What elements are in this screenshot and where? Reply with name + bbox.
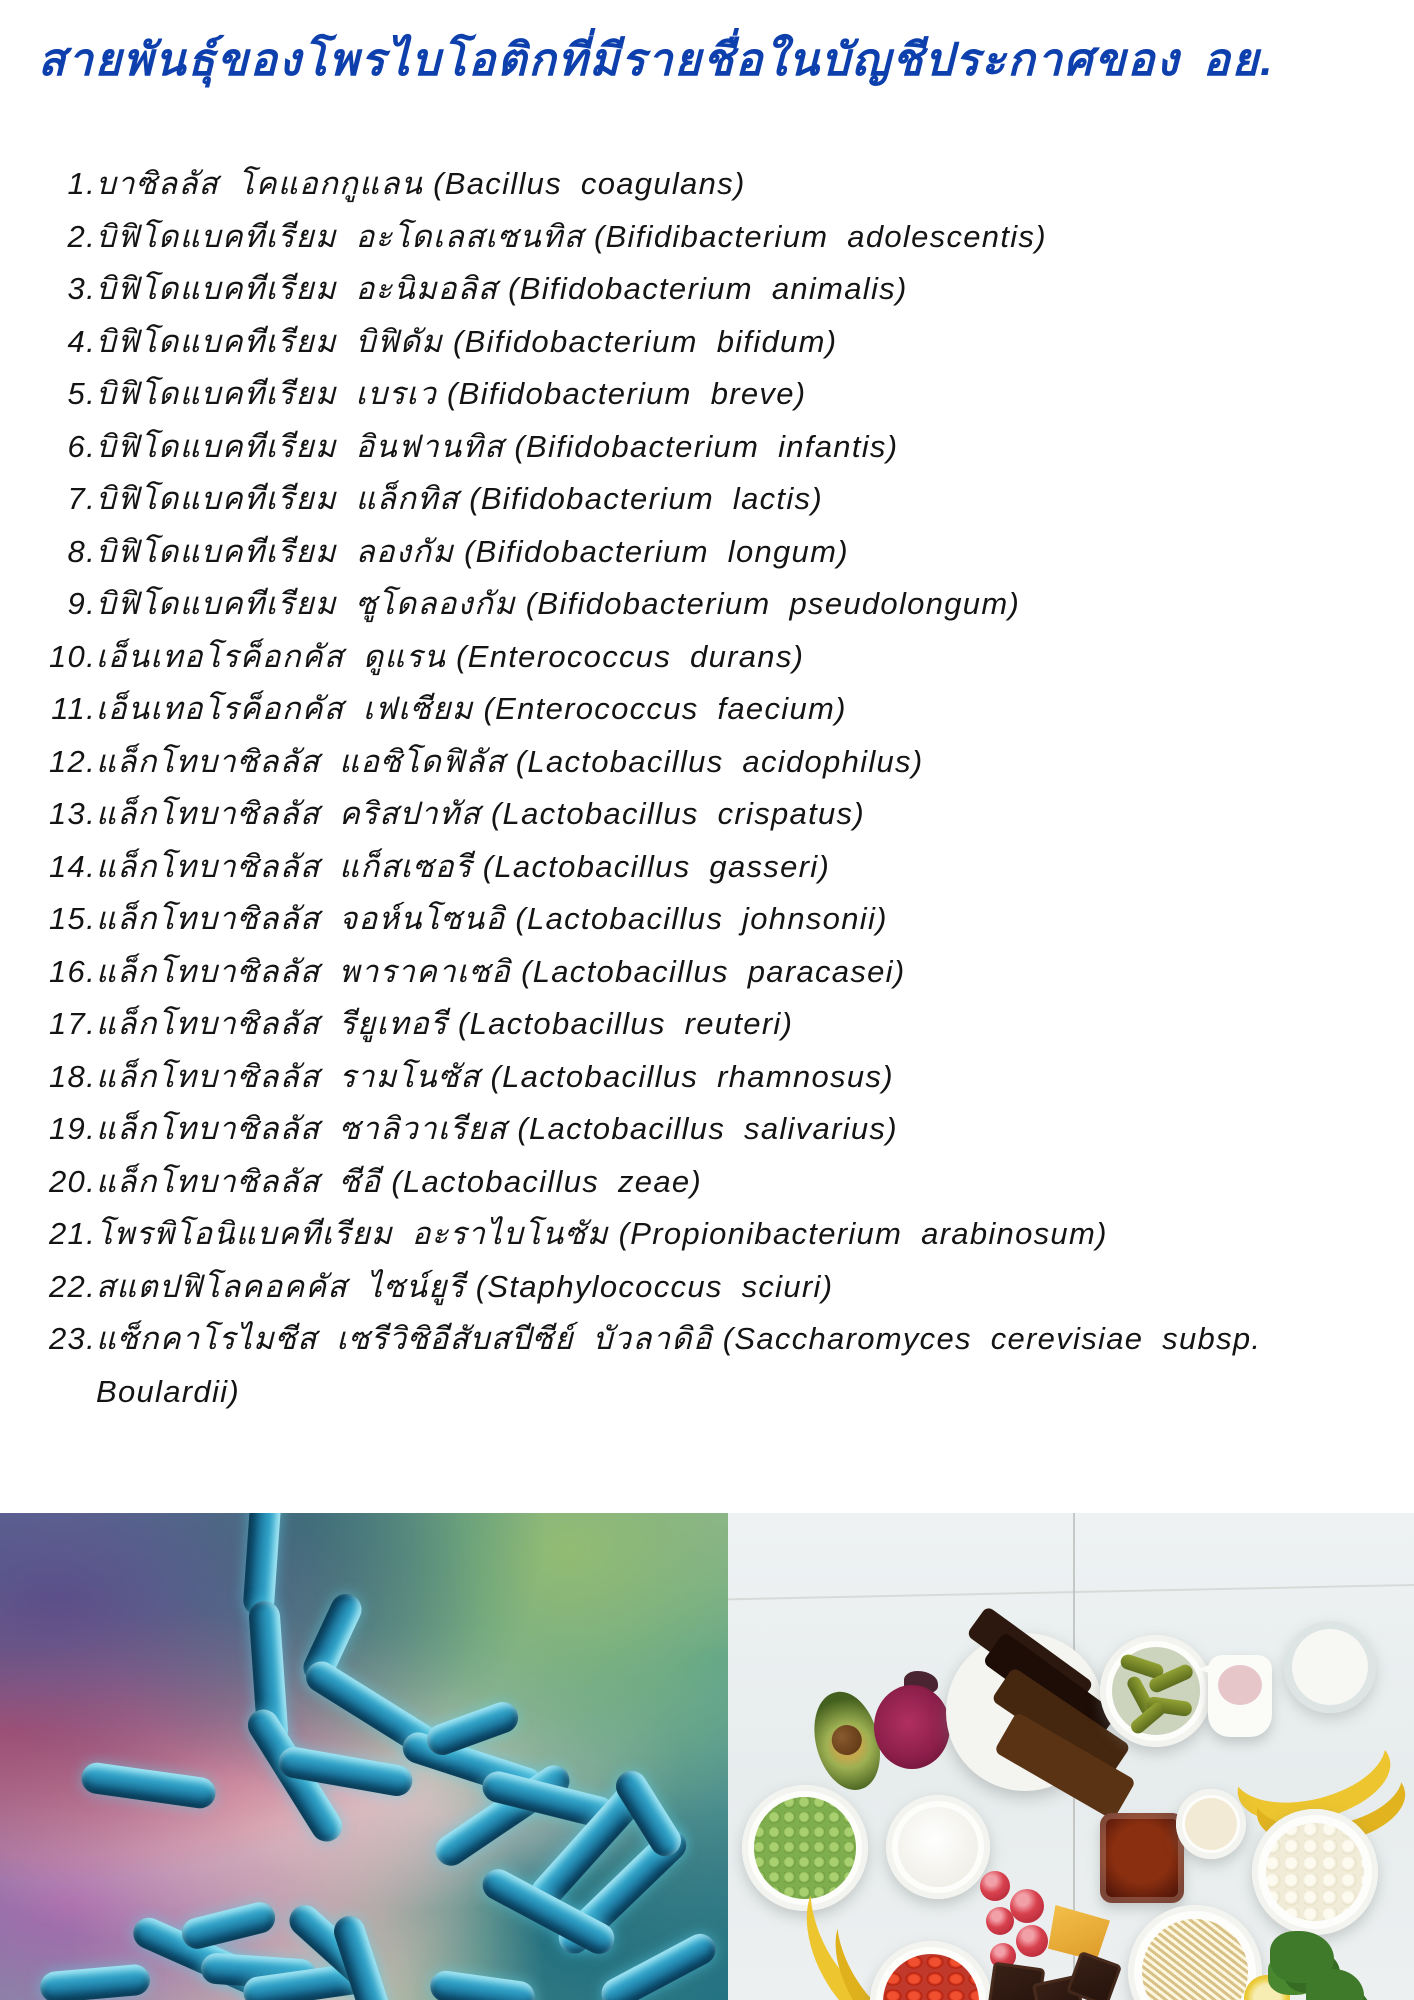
- strain-latin-name: (Lactobacillus rhamnosus): [490, 1058, 894, 1094]
- radish: [986, 1907, 1014, 1935]
- item-text: [96, 1313, 1346, 1418]
- item-number: 5.: [67, 376, 96, 411]
- strain-latin-name: (Bifidobacterium longum): [464, 533, 849, 569]
- item-number: 13.: [49, 796, 96, 831]
- strain-thai-name: เอ็นเทอโรค็อกคัส เฟเซียม: [96, 691, 474, 726]
- radish: [1010, 1889, 1044, 1923]
- strain-latin-name: (Bifidobacterium lactis): [469, 481, 823, 516]
- bacterium-rod: [39, 1963, 151, 2000]
- bacterium-rod: [428, 1969, 536, 2000]
- item-text: [96, 1208, 1108, 1261]
- fermented-milk-jug: [1208, 1655, 1272, 1737]
- list-item: [38, 578, 1368, 631]
- item-number: 19.: [49, 1111, 96, 1146]
- strain-thai-name: บิฟิโดแบคทีเรียม ซูโดลองกัม: [96, 586, 516, 621]
- list-item: [38, 473, 1368, 526]
- radish: [1016, 1925, 1048, 1957]
- avocado-pit: [829, 1722, 865, 1758]
- item-number: 16.: [49, 953, 96, 989]
- probiotic-foods-photo: [728, 1513, 1414, 2000]
- strain-thai-name: บิฟิโดแบคทีเรียม อะโดเลสเซนทิส: [96, 218, 584, 254]
- strain-latin-name: (Bifidobacterium infantis): [514, 428, 899, 464]
- item-number: 11.: [51, 691, 96, 726]
- strain-thai-name: แล็กโทบาซิลลัส รามโนซัส: [96, 1058, 481, 1094]
- strain-thai-name: แล็กโทบาซิลลัส พาราคาเซอิ: [96, 953, 512, 989]
- bacterium-rod: [178, 1899, 278, 1952]
- radish: [980, 1871, 1010, 1901]
- item-number: 21.: [49, 1216, 96, 1251]
- item-number: 2.: [67, 218, 96, 254]
- strain-thai-name: แล็กโทบาซิลลัส รียูเทอรี: [96, 1006, 448, 1041]
- strain-thai-name: บิฟิโดแบคทีเรียม ลองกัม: [96, 533, 455, 569]
- strain-latin-name: (Propionibacterium arabinosum): [618, 1216, 1108, 1251]
- list-item: [38, 316, 1368, 369]
- strain-latin-name: (Saccharomyces cerevisiae subsp. Boulardii): [96, 1321, 1262, 1409]
- strain-latin-name: (Lactobacillus crispatus): [490, 796, 865, 831]
- item-text: [96, 683, 847, 736]
- strain-thai-name: แซ็กคาโรไมซีส เซรีวิซิอีสับสปีซีย์ บัวลาดิอิ: [96, 1321, 713, 1356]
- beet-root: [874, 1685, 950, 1769]
- list-item: [38, 998, 1368, 1051]
- sour-cream: [898, 1807, 978, 1887]
- strain-thai-name: แล็กโทบาซิลลัส ซาลิวาเรียส: [96, 1111, 508, 1146]
- item-text: [96, 368, 806, 421]
- item-text: [96, 211, 1047, 264]
- list-item: [38, 1313, 1368, 1418]
- strain-latin-name: (Bifidobacterium breve): [447, 376, 807, 411]
- strain-thai-name: บิฟิโดแบคทีเรียม เบรเว: [96, 376, 438, 411]
- list-item: [38, 368, 1368, 421]
- item-number: 10.: [49, 638, 96, 674]
- figure-strip: [0, 1513, 1414, 2000]
- strain-latin-name: (Enterococcus faecium): [483, 691, 847, 726]
- list-item: [38, 631, 1368, 684]
- strain-thai-name: บิฟิโดแบคทีเรียม อินฟานทิส: [96, 428, 505, 464]
- strain-thai-name: เอ็นเทอโรค็อกคัส ดูแรน: [96, 638, 447, 674]
- item-text: [96, 421, 898, 474]
- item-number: 20.: [49, 1163, 96, 1199]
- item-number: 4.: [67, 323, 96, 359]
- table-board-line: [728, 1583, 1414, 1600]
- strain-latin-name: (Bifidobacterium animalis): [508, 271, 908, 306]
- item-text: [96, 473, 823, 526]
- item-text: [96, 578, 1020, 631]
- item-text: [96, 631, 804, 684]
- parsley: [1306, 1969, 1364, 2000]
- item-text: [96, 1261, 833, 1314]
- item-text: [96, 1156, 702, 1209]
- strain-latin-name: (Bacillus coagulans): [433, 166, 746, 201]
- strain-latin-name: (Lactobacillus johnsonii): [515, 901, 888, 936]
- strain-latin-name: (Lactobacillus salivarius): [517, 1111, 898, 1146]
- item-number: 8.: [67, 533, 96, 569]
- item-number: 15.: [49, 901, 96, 936]
- list-item: [38, 421, 1368, 474]
- strain-thai-name: แล็กโทบาซิลลัส แอซิโดฟิลัส: [96, 743, 506, 779]
- item-number: 3.: [67, 271, 96, 306]
- list-item: [38, 1208, 1368, 1261]
- item-text: [96, 1051, 894, 1104]
- strain-latin-name: (Bifidobacterium bifidum): [453, 323, 838, 359]
- item-text: [96, 158, 746, 211]
- list-item: [38, 736, 1368, 789]
- strain-thai-name: บิฟิโดแบคทีเรียม บิฟิดัม: [96, 323, 443, 359]
- item-text: [96, 946, 906, 999]
- list-item: [38, 1261, 1368, 1314]
- strain-thai-name: แล็กโทบาซิลลัส จอห์นโซนอิ: [96, 901, 506, 936]
- jug-milk: [1218, 1665, 1262, 1705]
- item-text: [96, 736, 923, 789]
- strain-thai-name: แล็กโทบาซิลลัส คริสปาทัส: [96, 796, 481, 831]
- item-text: [96, 526, 849, 579]
- cottage-cheese: [1266, 1823, 1364, 1921]
- list-item: [38, 683, 1368, 736]
- list-item: [38, 526, 1368, 579]
- item-number: 23.: [49, 1321, 96, 1356]
- strain-thai-name: โพรพิโอนิแบคทีเรียม อะราไบโนซัม: [96, 1216, 609, 1251]
- item-text: [96, 1103, 898, 1156]
- item-number: 17.: [49, 1006, 96, 1041]
- strain-latin-name: (Lactobacillus acidophilus): [515, 743, 924, 779]
- item-text: [96, 788, 865, 841]
- list-item: [38, 1103, 1368, 1156]
- item-number: 18.: [49, 1058, 96, 1094]
- strain-thai-name: บิฟิโดแบคทีเรียม แล็กทิส: [96, 481, 460, 516]
- strain-latin-name: (Bifidobacterium pseudolongum): [525, 586, 1021, 621]
- strain-latin-name: (Lactobacillus gasseri): [482, 848, 831, 884]
- list-item: [38, 788, 1368, 841]
- strain-latin-name: (Lactobacillus paracasei): [521, 953, 906, 989]
- list-item: [38, 211, 1368, 264]
- bacteria-illustration: [0, 1513, 728, 2000]
- item-text: [96, 263, 908, 316]
- list-item: [38, 263, 1368, 316]
- item-text: [96, 841, 830, 894]
- item-text: [96, 316, 837, 369]
- cheese-wedge: [1048, 1905, 1110, 1961]
- item-text: [96, 893, 888, 946]
- strain-latin-name: (Lactobacillus zeae): [391, 1163, 703, 1199]
- strain-latin-name: (Staphylococcus sciuri): [475, 1268, 834, 1304]
- probiotic-strain-list: [38, 158, 1368, 1418]
- item-number: 1.: [67, 166, 96, 201]
- item-number: 9.: [67, 586, 96, 621]
- list-item: [38, 158, 1368, 211]
- strain-thai-name: บิฟิโดแบคทีเรียม อะนิมอลิส: [96, 271, 499, 306]
- item-number: 22.: [49, 1268, 96, 1304]
- kombucha-glass: [1100, 1813, 1184, 1903]
- strain-latin-name: (Bifidibacterium adolescentis): [593, 218, 1047, 254]
- page-title: สายพันธุ์ของโพรไบโอติกที่มีรายชื่อในบัญชีประกาศของ อย.: [38, 34, 1275, 85]
- item-number: 7.: [67, 481, 96, 516]
- list-item: [38, 1051, 1368, 1104]
- strain-thai-name: แล็กโทบาซิลลัส ซีอี: [96, 1163, 382, 1199]
- list-item: [38, 946, 1368, 999]
- bacterium-rod: [79, 1761, 217, 1810]
- item-text: [96, 998, 793, 1051]
- list-item: [38, 893, 1368, 946]
- item-number: 6.: [67, 428, 96, 464]
- strain-latin-name: (Lactobacillus reuteri): [458, 1006, 794, 1041]
- cream-cheese: [1185, 1798, 1237, 1850]
- milk-glass: [1284, 1621, 1376, 1713]
- item-number: 12.: [49, 743, 96, 779]
- list-item: [38, 1156, 1368, 1209]
- strain-thai-name: บาซิลลัส โคแอกกูแลน: [96, 166, 424, 201]
- strain-thai-name: สแตปฟิโลคอคคัส ไซน์ยูรี: [96, 1268, 466, 1304]
- strain-latin-name: (Enterococcus durans): [456, 638, 805, 674]
- item-number: 14.: [49, 848, 96, 884]
- list-item: [38, 841, 1368, 894]
- strain-thai-name: แล็กโทบาซิลลัส แก็สเซอรี: [96, 848, 473, 884]
